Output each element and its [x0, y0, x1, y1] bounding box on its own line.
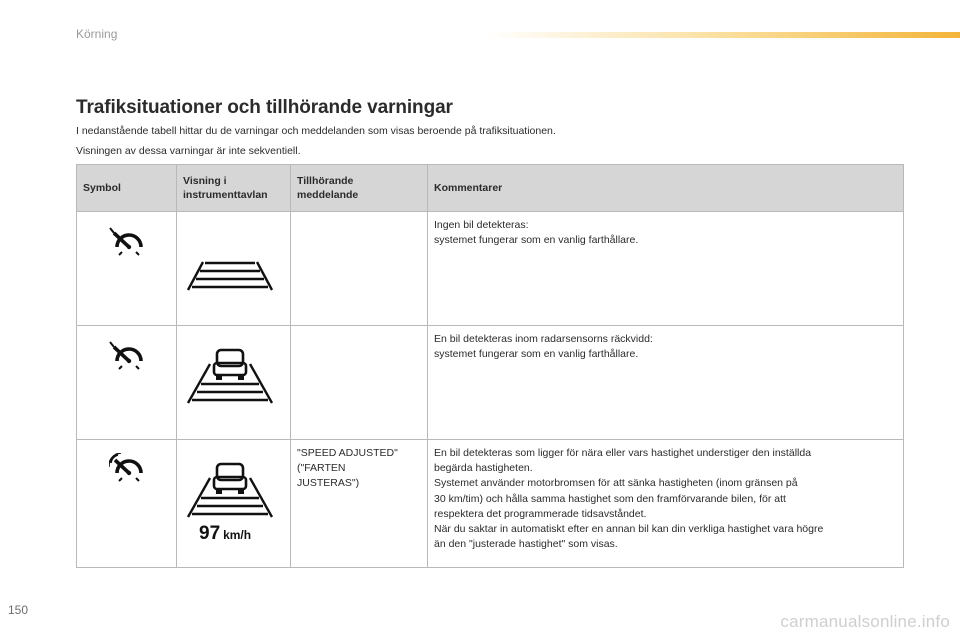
speed-unit: km/h	[223, 528, 252, 542]
cruise-control-speedometer-icon	[109, 227, 147, 264]
message-cell: "SPEED ADJUSTED" ("FARTEN JUSTERAS")	[291, 440, 428, 568]
table-row	[77, 212, 904, 326]
header-symbol: Symbol	[77, 165, 177, 212]
page-title: Trafiksituationer och tillhörande varningar	[76, 97, 453, 118]
page-number: 150	[8, 603, 29, 617]
message-cell	[291, 326, 428, 440]
symbol-cell	[77, 326, 177, 440]
table-row	[77, 440, 904, 568]
symbol-cell	[77, 212, 177, 326]
adaptive-cruise-control-speedometer-icon	[109, 453, 147, 490]
comment-cell: Ingen bil detekteras: systemet fungerar som en vanlig farthållare.	[428, 212, 904, 326]
header-message: Tillhörande meddelande	[291, 165, 428, 212]
header-display: Visning i instrumenttavlan	[177, 165, 291, 212]
warnings-table	[76, 164, 904, 568]
vehicle-ahead-on-road-icon	[185, 348, 275, 411]
symbol-cell	[77, 440, 177, 568]
intro-text: I nedanstående tabell hittar du de varningar och meddelanden som visas beroende på trafiksituationen.	[76, 125, 556, 137]
cruise-control-speedometer-icon	[109, 341, 147, 378]
display-cell	[177, 326, 291, 440]
table-header-row	[77, 165, 904, 212]
empty-road-lanes-icon	[185, 259, 275, 298]
intro-note: Visningen av dessa varningar är inte sekventiell.	[76, 145, 301, 157]
comment-cell: En bil detekteras som ligger för nära eller vars hastighet understiger den inställda begärda hastigheten. Systemet använder motorbromsen för att sänka hastigheten (inom gränsen på 30 km/tim) och hålla samma hastighet som den framförvarande bilen, för att respektera det programmerade tidsavståndet. När du saktar in automatiskt efter en annan bil kan din verkliga hastighet vara högre än den "justerade hastighet" som visas.	[428, 440, 904, 568]
message-cell	[291, 212, 428, 326]
display-cell	[177, 212, 291, 326]
watermark: carmanualsonline.info	[780, 612, 950, 631]
display-cell	[177, 440, 291, 568]
table-row	[77, 326, 904, 440]
speed-readout	[199, 520, 251, 548]
header-comment: Kommentarer	[428, 165, 904, 212]
section-label: Körning	[76, 27, 118, 41]
header-accent-bar	[486, 32, 960, 38]
speed-value: 97	[199, 523, 221, 544]
comment-cell: En bil detekteras inom radarsensorns räckvidd: systemet fungerar som en vanlig farthållare.	[428, 326, 904, 440]
vehicle-ahead-with-speed-icon	[185, 462, 275, 525]
